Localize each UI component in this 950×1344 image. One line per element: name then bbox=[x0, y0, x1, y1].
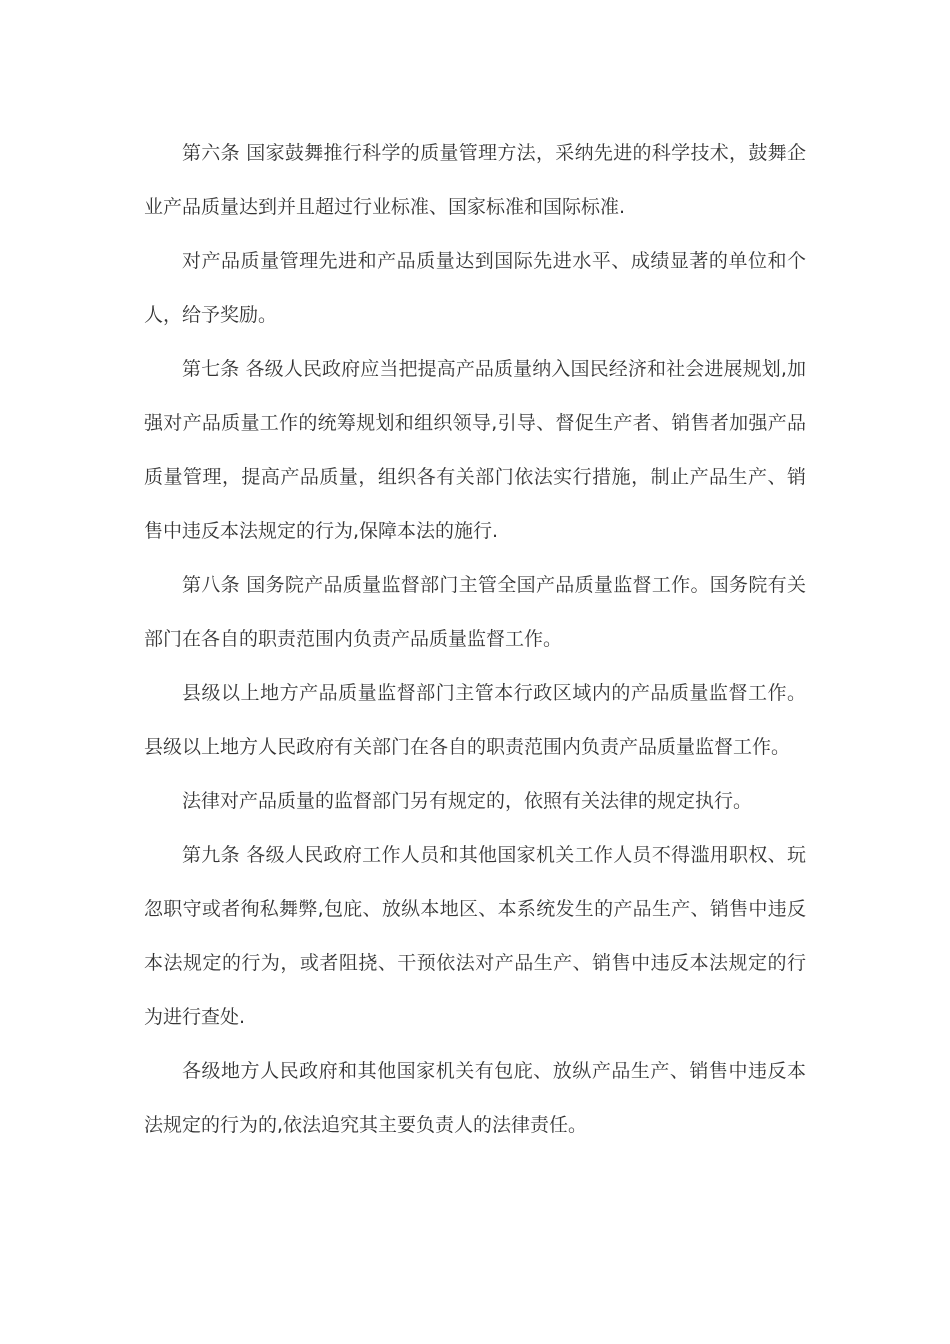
paragraph-article-6: 第六条 国家鼓舞推行科学的质量管理方法，采纳先进的科学技术，鼓舞企业产品质量达到并且超过行业标准、国家标准和国际标准. bbox=[144, 142, 806, 218]
paragraph-reward: 对产品质量管理先进和产品质量达到国际先进水平、成绩显著的单位和个人，给予奖励。 bbox=[144, 250, 806, 326]
paragraph-local-supervision: 县级以上地方产品质量监督部门主管本行政区域内的产品质量监督工作。县级以上地方人民政府有关部门在各自的职责范围内负责产品质量监督工作。 bbox=[144, 682, 806, 758]
paragraph-article-7: 第七条 各级人民政府应当把提高产品质量纳入国民经济和社会进展规划,加强对产品质量工作的统筹规划和组织领导,引导、督促生产者、销售者加强产品质量管理，提高产品质量，组织各有关部门依法实行措施，制止产品生产、销售中违反本法规定的行为,保障本法的施行. bbox=[144, 358, 806, 542]
paragraph-article-8: 第八条 国务院产品质量监督部门主管全国产品质量监督工作。国务院有关部门在各自的职责范围内负责产品质量监督工作。 bbox=[144, 574, 806, 650]
document-body bbox=[144, 126, 806, 1152]
paragraph-other-laws: 法律对产品质量的监督部门另有规定的，依照有关法律的规定执行。 bbox=[182, 790, 753, 812]
paragraph-liability: 各级地方人民政府和其他国家机关有包庇、放纵产品生产、销售中违反本法规定的行为的,依法追究其主要负责人的法律责任。 bbox=[144, 1060, 806, 1136]
paragraph-article-9: 第九条 各级人民政府工作人员和其他国家机关工作人员不得滥用职权、玩忽职守或者徇私舞弊,包庇、放纵本地区、本系统发生的产品生产、销售中违反本法规定的行为，或者阻挠、干预依法对产品生产、销售中违反本法规定的行为进行查处. bbox=[144, 844, 806, 1028]
